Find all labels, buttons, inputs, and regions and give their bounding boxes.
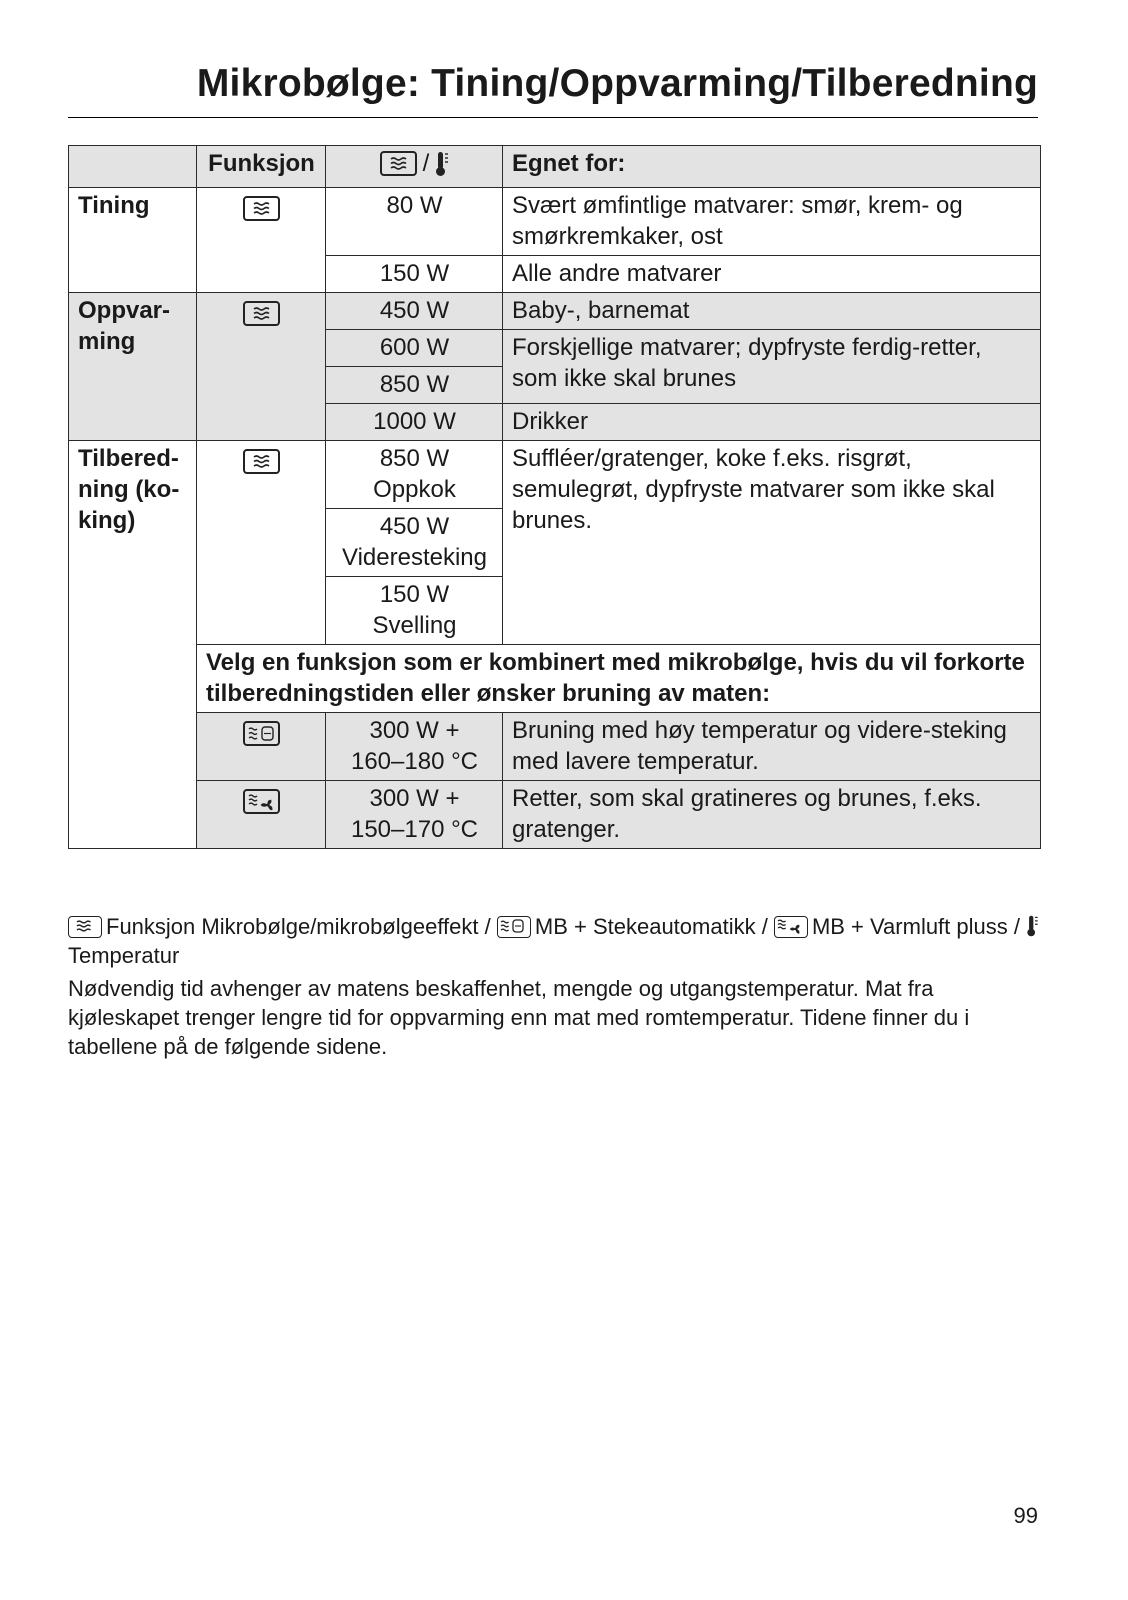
microwave-fan-icon bbox=[243, 789, 280, 814]
use-cell: Drikker bbox=[503, 404, 1041, 441]
legend-text-microwave: Funksjon Mikrobølge/mikrobølgeeffekt / bbox=[106, 914, 491, 939]
table-row bbox=[69, 645, 1041, 713]
power-cell: 600 W bbox=[326, 330, 503, 367]
microwave-icon bbox=[243, 301, 280, 326]
use-cell: Suffléer/gratenger, koke f.eks. risgrøt, semulegrøt, dypfryste matvarer som ikke skal brunes. bbox=[503, 441, 1041, 645]
function-cell bbox=[197, 293, 326, 441]
microwave-grill-icon bbox=[243, 721, 280, 746]
function-cell bbox=[197, 188, 326, 293]
power-value: 300 W + bbox=[369, 717, 460, 744]
power-cell: 1000 W bbox=[326, 404, 503, 441]
power-cell bbox=[326, 713, 503, 781]
footnote bbox=[68, 912, 1048, 1061]
group-label-oppvarming: Oppvar-ming bbox=[69, 293, 197, 441]
power-cell bbox=[326, 509, 503, 577]
power-cell bbox=[326, 441, 503, 509]
microwave-settings-table bbox=[68, 145, 1041, 849]
legend-text-temperature: Temperatur bbox=[68, 943, 180, 968]
power-cell: 80 W bbox=[326, 188, 503, 256]
use-cell: Baby-, barnemat bbox=[503, 293, 1041, 330]
temperature-value: 160–180 °C bbox=[350, 748, 479, 775]
power-value: 300 W + bbox=[369, 785, 460, 812]
power-cell: 850 W bbox=[326, 367, 503, 404]
power-mode: Oppkok bbox=[373, 476, 456, 503]
use-cell: Retter, som skal gratineres og brunes, f.eks. gratenger. bbox=[503, 781, 1041, 849]
power-value: 850 W bbox=[379, 445, 450, 472]
power-cell: 450 W bbox=[326, 293, 503, 330]
header-empty-cell bbox=[69, 146, 197, 188]
function-cell bbox=[197, 713, 326, 781]
icon-legend bbox=[68, 912, 1048, 970]
table-row bbox=[69, 781, 1041, 849]
function-cell bbox=[197, 441, 326, 645]
microwave-icon bbox=[380, 151, 417, 176]
combined-function-note: Velg en funksjon som er kombinert med mikrobølge, hvis du vil forkorte tilberedningstiden eller ønsker bruning av maten: bbox=[197, 645, 1041, 713]
header-separator: / bbox=[422, 150, 430, 177]
header-suitable-for: Egnet for: bbox=[503, 146, 1041, 188]
table-row bbox=[69, 188, 1041, 256]
use-cell: Svært ømfintlige matvarer: smør, krem- og smørkremkaker, ost bbox=[503, 188, 1041, 256]
temperature-value: 150–170 °C bbox=[350, 816, 479, 843]
legend-text-grill: MB + Stekeautomatikk / bbox=[534, 914, 768, 939]
explanation-paragraph: Nødvendig tid avhenger av matens beskaffenhet, mengde og utgangstemperatur. Mat fra kjøleskapet trenger lengre tid for oppvarming enn mat med romtemperatur. Tidene finner du i tabellene på de følgende sidene. bbox=[68, 976, 970, 1059]
power-mode: Svelling bbox=[372, 612, 457, 639]
table-row bbox=[69, 293, 1041, 330]
table-row bbox=[69, 441, 1041, 509]
page-number: 99 bbox=[1013, 1503, 1038, 1528]
power-cell: 150 W bbox=[326, 256, 503, 293]
table-row bbox=[69, 713, 1041, 781]
power-cell bbox=[326, 577, 503, 645]
power-cell bbox=[326, 781, 503, 849]
page-title: Mikrobølge: Tining/Oppvarming/Tilberedning bbox=[196, 62, 1038, 105]
thermometer-icon bbox=[435, 150, 449, 178]
thermometer-icon bbox=[1026, 914, 1039, 938]
use-cell: Forskjellige matvarer; dypfryste ferdig-retter, som ikke skal brunes bbox=[503, 330, 1041, 404]
header-power-temperature bbox=[326, 146, 503, 188]
group-label-tining: Tining bbox=[69, 188, 197, 293]
legend-text-fan: MB + Varmluft pluss / bbox=[811, 914, 1020, 939]
power-mode: Videresteking bbox=[342, 544, 487, 571]
title-divider bbox=[68, 117, 1038, 118]
power-value: 450 W bbox=[379, 513, 450, 540]
use-cell: Alle andre matvarer bbox=[503, 256, 1041, 293]
table-header-row bbox=[69, 146, 1041, 188]
microwave-icon bbox=[243, 449, 280, 474]
microwave-grill-icon bbox=[497, 916, 531, 938]
function-cell bbox=[197, 781, 326, 849]
microwave-icon bbox=[68, 916, 102, 938]
power-value: 150 W bbox=[379, 581, 450, 608]
microwave-icon bbox=[243, 196, 280, 221]
microwave-fan-icon bbox=[774, 916, 808, 938]
group-label-tilberedning: Tilbered-ning (ko-king) bbox=[69, 441, 197, 849]
use-cell: Bruning med høy temperatur og videre-steking med lavere temperatur. bbox=[503, 713, 1041, 781]
header-function: Funksjon bbox=[197, 146, 326, 188]
